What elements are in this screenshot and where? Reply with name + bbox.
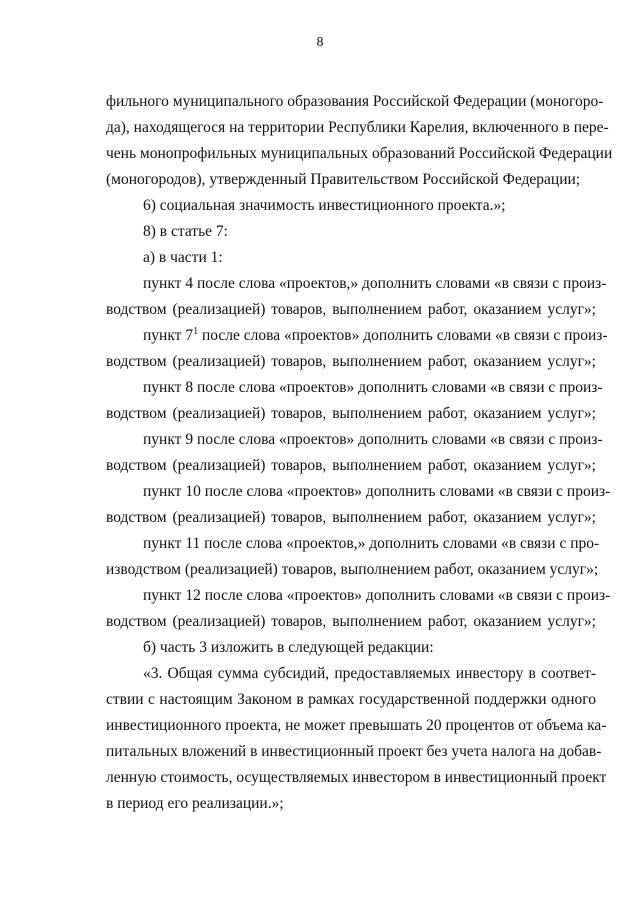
text-line: ствии с настоящим Законом в рамках государственной поддержки одного	[106, 691, 596, 708]
text-line: а) в части 1:	[143, 249, 223, 266]
text-line: пункт 4 после слова «проектов,» дополнить словами «в связи с произ-	[143, 275, 607, 292]
text-fragment: пункт 7	[143, 327, 194, 344]
text-line: да), находящегося на территории Республики Карелия, включенного в пере-	[106, 119, 609, 136]
text-line: водством (реализацией) товаров, выполнением работ, оказанием услуг»;	[106, 457, 596, 474]
text-line: пункт 12 после слова «проектов» дополнить словами «в связи с произ-	[143, 587, 611, 604]
text-line: водством (реализацией) товаров, выполнением работ, оказанием услуг»;	[106, 613, 596, 630]
text-line-with-superscript	[143, 325, 608, 346]
text-line: пункт 11 после слова «проектов,» дополнить словами «в связи с про-	[143, 535, 600, 552]
text-fragment: после слова «проектов» дополнить словами «в связи с произ-	[198, 327, 608, 344]
text-line: «3. Общая сумма субсидий, предоставляемых инвестору в соответ-	[143, 665, 596, 682]
text-line: изводством (реализацией) товаров, выполнением работ, оказанием услуг»;	[106, 561, 599, 578]
text-line: б) часть 3 изложить в следующей редакции:	[143, 639, 434, 656]
text-line: фильного муниципального образования Российской Федерации (моногоро-	[106, 93, 604, 110]
text-line: водством (реализацией) товаров, выполнением работ, оказанием услуг»;	[106, 353, 596, 370]
text-line: водством (реализацией) товаров, выполнением работ, оказанием услуг»;	[106, 405, 596, 422]
text-line: инвестиционного проекта, не может превышать 20 процентов от объема ка-	[106, 717, 607, 734]
text-line: водством (реализацией) товаров, выполнением работ, оказанием услуг»;	[106, 301, 596, 318]
text-line: 8) в статье 7:	[143, 223, 228, 240]
superscript: 1	[193, 325, 199, 337]
text-line: пункт 9 после слова «проектов» дополнить словами «в связи с произ-	[143, 431, 603, 448]
text-line: чень монопрофильных муниципальных образований Российской Федерации	[106, 145, 613, 162]
text-line: пункт 10 после слова «проектов» дополнить словами «в связи с произ-	[143, 483, 611, 500]
text-line: ленную стоимость, осуществляемых инвестором в инвестиционный проект	[106, 769, 607, 786]
text-line: 6) социальная значимость инвестиционного проекта.»;	[143, 197, 506, 214]
text-line: пункт 8 после слова «проектов» дополнить словами «в связи с произ-	[143, 379, 603, 396]
text-line: в период его реализации.»;	[106, 795, 284, 812]
page-number: 8	[316, 35, 324, 50]
text-line: водством (реализацией) товаров, выполнением работ, оказанием услуг»;	[106, 509, 596, 526]
text-line: (моногородов), утвержденный Правительством Российской Федерации;	[106, 171, 581, 188]
text-line: питальных вложений в инвестиционный проект без учета налога на добав-	[106, 743, 602, 760]
